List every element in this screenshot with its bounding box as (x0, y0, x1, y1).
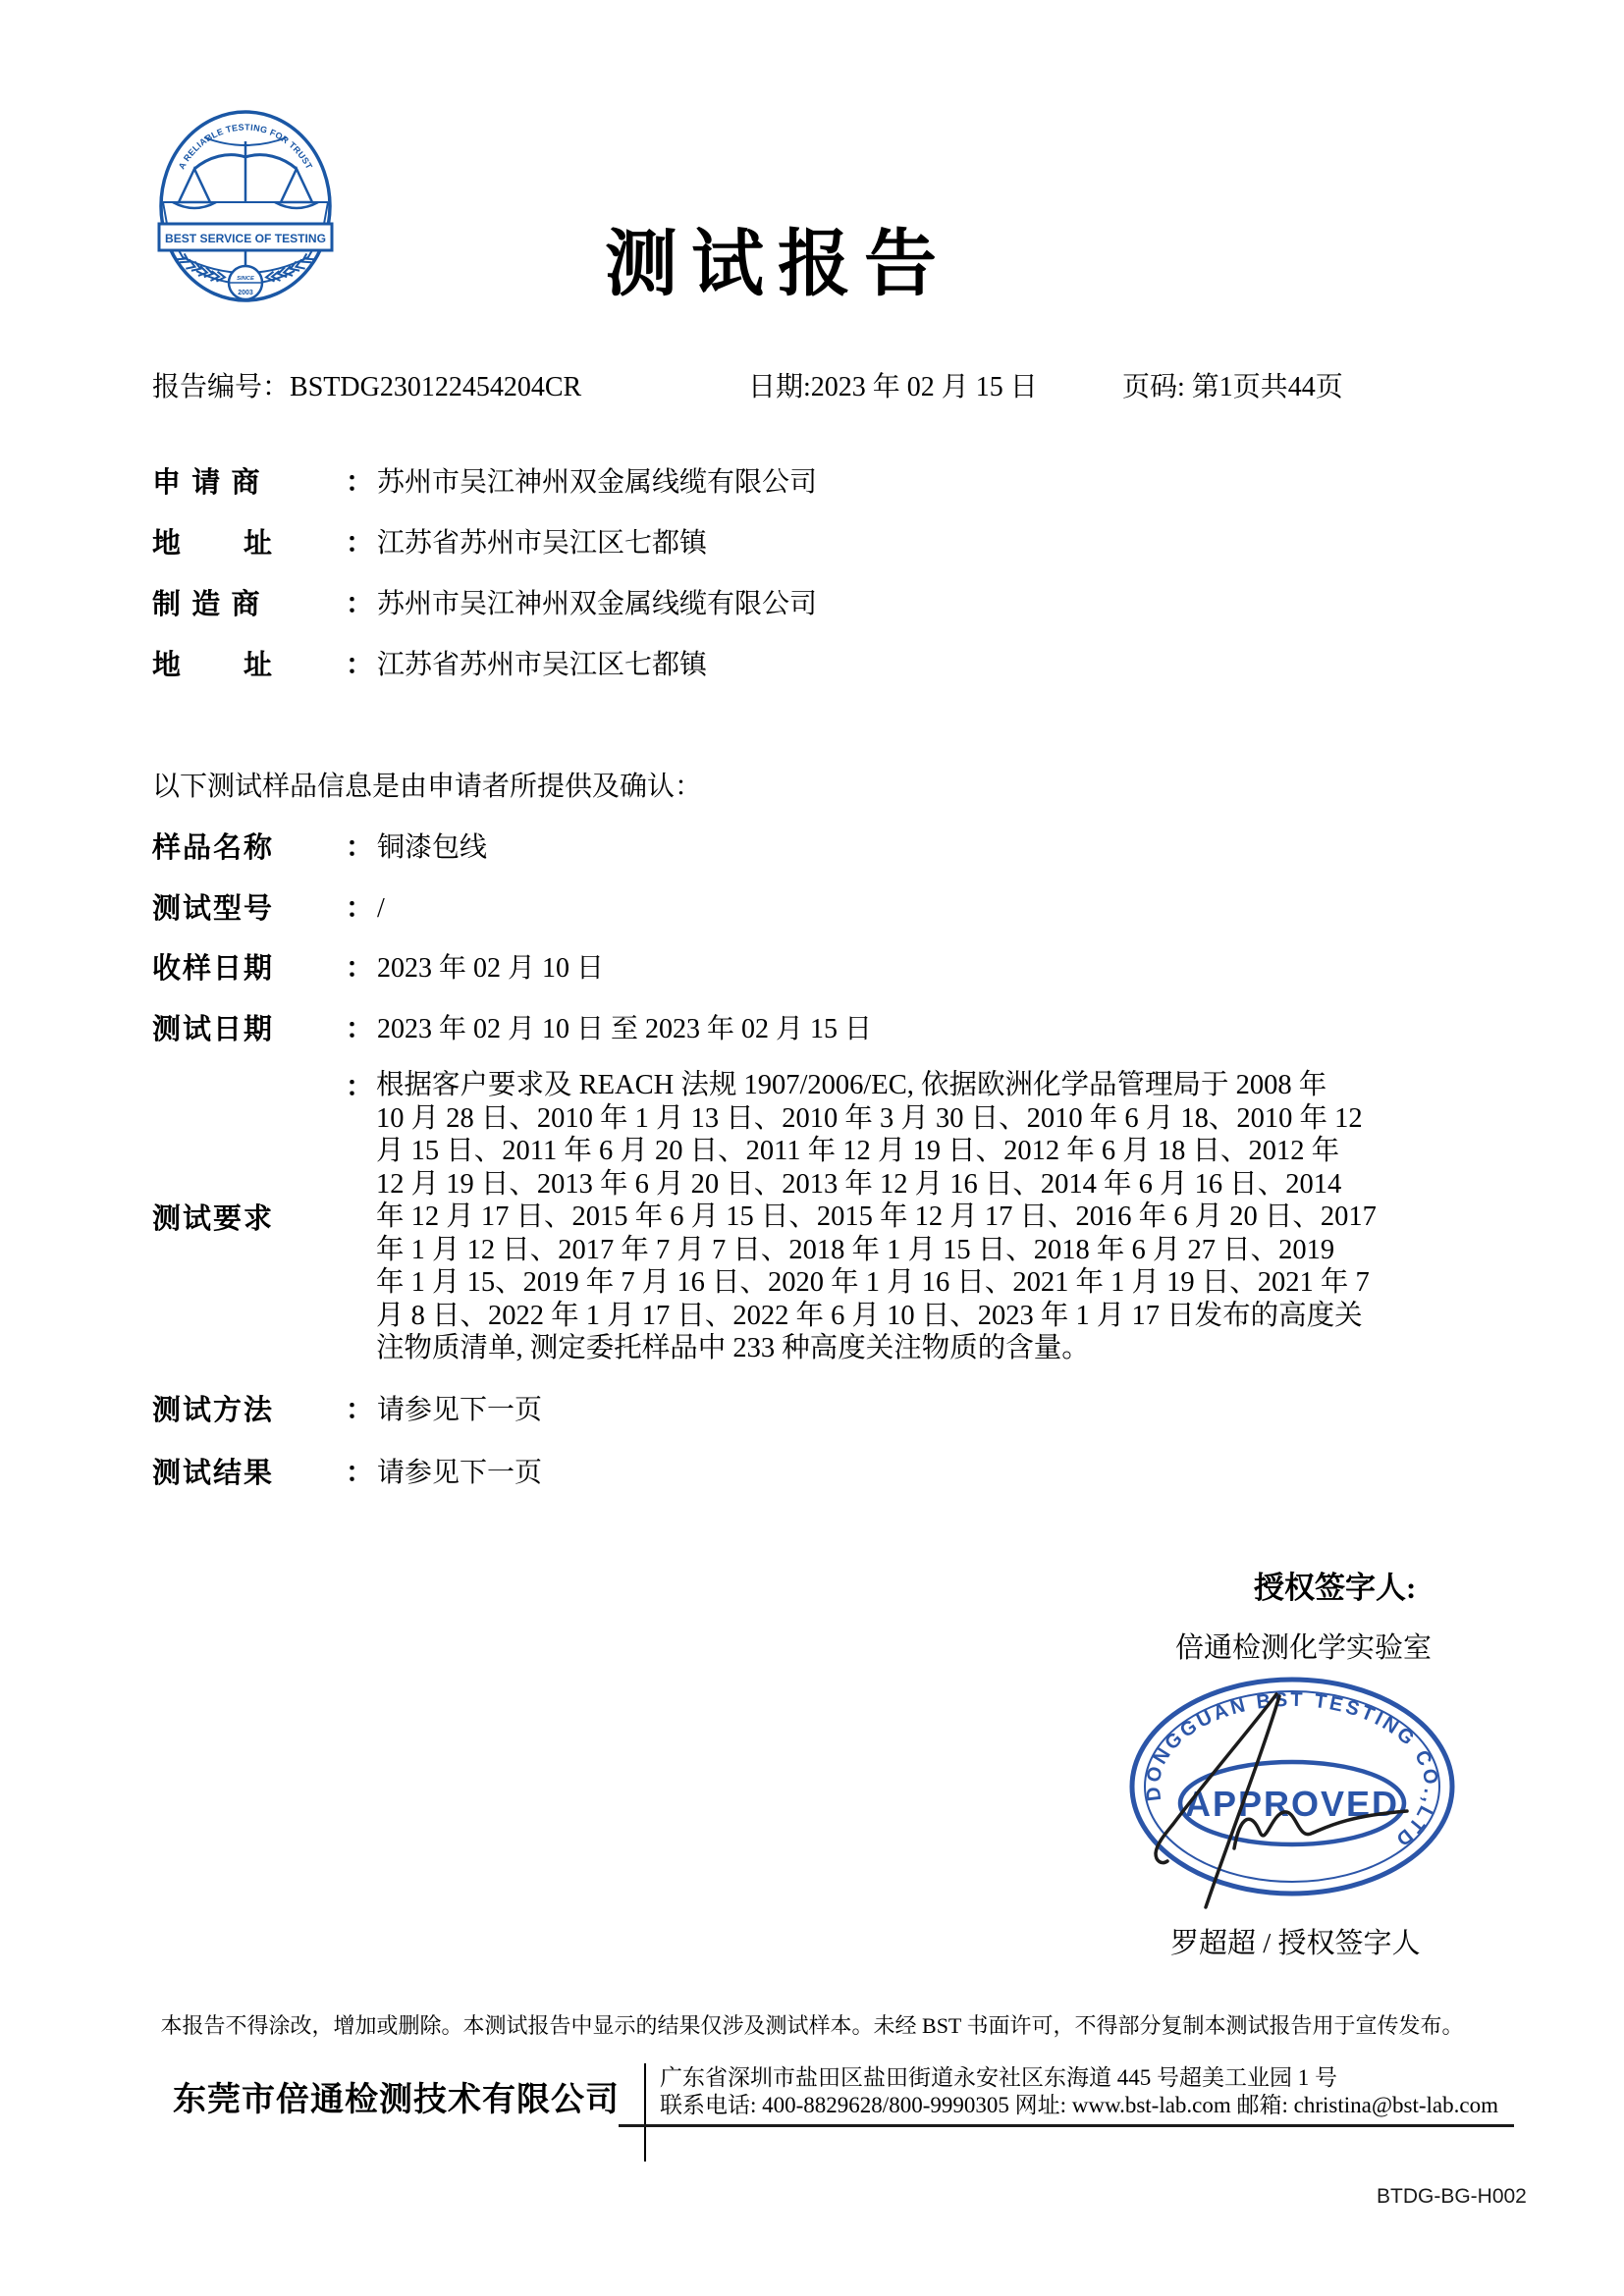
applicant-value: 苏州市吴江神州双金属线缆有限公司 (377, 467, 818, 498)
logo-banner-text: BEST SERVICE OF TESTING (165, 232, 326, 245)
company-logo (157, 108, 334, 304)
test-requirement-label: 测试要求 (152, 1203, 275, 1235)
test-method-row: 测试方法 ： 请参见下一页 (152, 1395, 543, 1426)
sample-name-row: 样品名称 ： 铜漆包线 (152, 832, 488, 864)
applicant-address-value: 江苏省苏州市吴江区七都镇 (377, 528, 708, 559)
manufacturer-value: 苏州市吴江神州双金属线缆有限公司 (377, 589, 818, 619)
test-date-row: 测试日期 ： 2023 年 02 月 10 日 至 2023 年 02 月 15 日 (152, 1014, 873, 1045)
stamp-approved-text: APPROVED (1184, 1784, 1400, 1824)
received-date-value: 2023 年 02 月 10 日 (377, 953, 605, 984)
lab-name: 倍通检测化学实验室 (1175, 1632, 1433, 1664)
test-requirement-text: 根据客户要求及 REACH 法规 1907/2006/EC, 依据欧洲化学品管理局于 2008 年 10 月 28 日、2010 年 1 月 13 日、2010 年 3 月 30 日、2010 年 6 月 18、2010 年 12 月 15 日、2011 年 6 月 20 日、2011 年 12 月 19 日、2012 年 6 月 18 日、2012 年 12 月 19 日、2013 年 6 月 20 日、2013 年 12 月 16 日、2014 年 6 月 16 日、2014 年 12 月 17 日、2015 年 6 月 15 日、2015 年 12 月 17 日、2016 年 6 月 20 日、2017 年 1 月 12 日、2017 年 7 月 7 日、2018 年 1 月 15 日、2018 年 6 月 27 日、2019 年 1 月 15、2019 年 7 月 16 日、2020 年 1 月 16 日、2021 年 1 月 19 日、2021 年 7 月 8 日、2022 年 1 月 17 日、2022 年 6 月 10 日、2023 年 1 月 17 日发布的高度关 注物质清单, 测定委托样品中 233 种高度关注物质的含量。 (376, 1070, 1377, 1363)
svg-text:DONGGUAN BST TESTING CO.,LTD (1142, 1689, 1441, 1852)
sample-name-value: 铜漆包线 (377, 832, 488, 863)
applicant-label: 申 请 商 (152, 467, 262, 499)
applicant-address-row: 地 址 ： 江苏省苏州市吴江区七都镇 (152, 528, 708, 560)
report-number: 报告编号：BSTDG230122454204CR (152, 372, 582, 402)
company-address: 广东省深圳市盐田区盐田街道永安社区东海道 445 号超美工业园 1 号 (660, 2065, 1337, 2090)
test-model-value: / (377, 893, 385, 924)
address-label: 地 址 (152, 650, 275, 681)
logo-seal-since: SINCE (237, 276, 254, 282)
manufacturer-row: 制 造 商 ： 苏州市吴江神州双金属线缆有限公司 (152, 589, 818, 620)
footer-rule (619, 2124, 1514, 2127)
received-date-row: 收样日期 ： 2023 年 02 月 10 日 (152, 953, 605, 985)
test-method-value: 请参见下一页 (377, 1395, 543, 1425)
report-date: 日期:2023 年 02 月 15 日 (748, 372, 1038, 402)
signer-name: 罗超超 / 授权签字人 (1170, 1928, 1421, 1959)
test-method-label: 测试方法 (152, 1395, 275, 1426)
approved-stamp (1124, 1667, 1463, 1912)
test-requirement-colon: ： (346, 1072, 374, 1102)
manufacturer-label: 制 造 商 (152, 589, 262, 620)
authorized-signer-title: 授权签字人: (1254, 1571, 1417, 1605)
sample-name-label: 样品名称 (152, 832, 275, 864)
footer-divider-vertical (644, 2063, 646, 2162)
test-result-value: 请参见下一页 (377, 1458, 543, 1488)
applicant-row: 申 请 商 ： 苏州市吴江神州双金属线缆有限公司 (152, 467, 818, 499)
scale-pan-left-icon (179, 169, 210, 202)
sample-info-intro: 以下测试样品信息是由申请者所提供及确认： (152, 772, 703, 802)
test-model-row: 测试型号 ： / (152, 893, 385, 925)
page-title: 测试报告 (605, 225, 950, 305)
test-result-row: 测试结果 ： 请参见下一页 (152, 1458, 543, 1489)
form-code: BTDG-BG-H002 (1377, 2185, 1527, 2208)
test-date-label: 测试日期 (152, 1014, 275, 1045)
manufacturer-address-value: 江苏省苏州市吴江区七都镇 (377, 650, 708, 680)
company-contact: 联系电话: 400-8829628/800-9990305 网址: www.bst-lab.com 邮箱: christina@bst-lab.com (660, 2093, 1498, 2117)
company-name: 东莞市倍通检测技术有限公司 (173, 2082, 620, 2118)
report-number-label: 报告编号 (152, 372, 263, 402)
test-result-label: 测试结果 (152, 1458, 275, 1489)
test-date-value: 2023 年 02 月 10 日 至 2023 年 02 月 15 日 (377, 1014, 873, 1044)
address-label: 地 址 (152, 528, 275, 560)
report-number-value: BSTDG230122454204CR (290, 372, 582, 402)
logo-seal-year: 2003 (238, 290, 253, 296)
test-model-label: 测试型号 (152, 893, 275, 925)
scale-pan-right-icon (281, 169, 312, 202)
received-date-label: 收样日期 (152, 953, 275, 985)
stamp-ring-text: DONGGUAN BST TESTING CO.,LTD (1142, 1688, 1442, 1852)
manufacturer-address-row: 地 址 ： 江苏省苏州市吴江区七都镇 (152, 650, 708, 681)
disclaimer-text: 本报告不得涂改，增加或删除。本测试报告中显示的结果仅涉及测试样本。未经 BST 书面许可，不得部分复制本测试报告用于宣传发布。 (160, 2013, 1464, 2038)
logo-arc-text: A RELIABLE TESTING FOR TRUST (176, 122, 315, 172)
page-number-info: 页码: 第1页共44页 (1122, 372, 1343, 402)
